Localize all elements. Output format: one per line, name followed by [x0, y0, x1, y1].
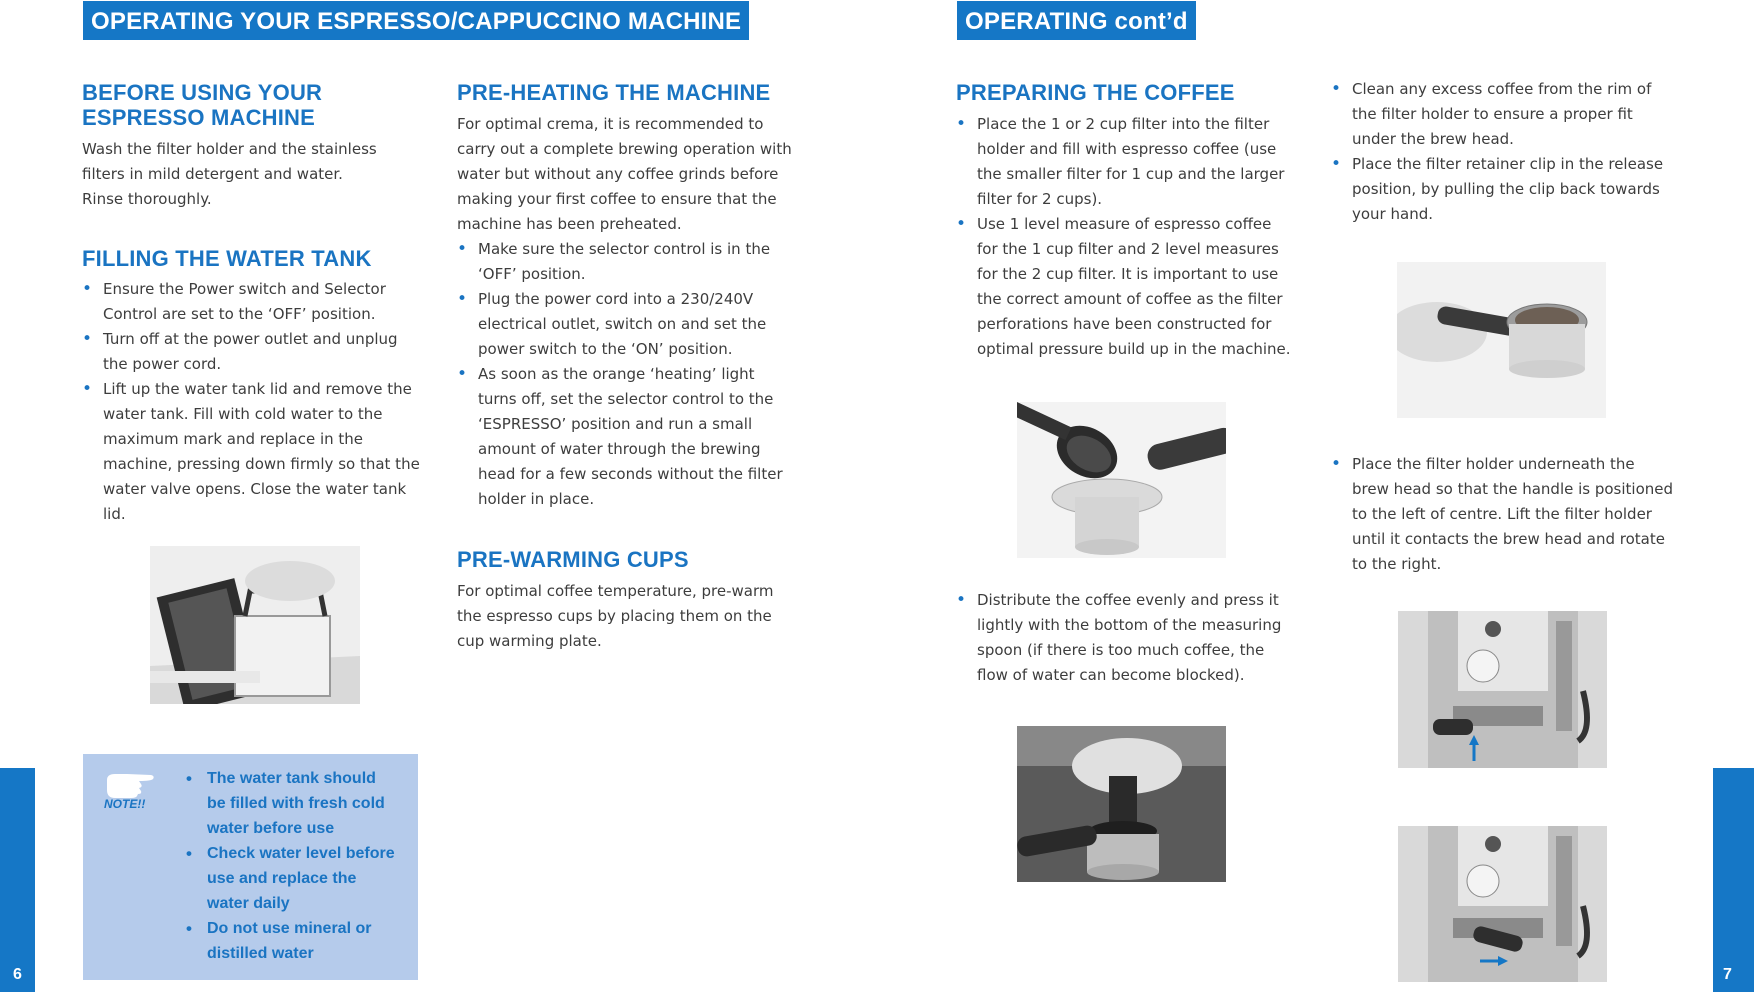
right-col2-top — [1331, 77, 1676, 227]
preparing-bullets — [956, 112, 1296, 362]
list-item: • Use 1 level measure of espresso coffee for the 1 cup filter and 2 level measures for the 2 cup filter. It is important to use the correct amount of coffee as the filter perforations have been constructed for optimal pressure build up in the machine. — [956, 212, 1296, 362]
list-item: • As soon as the orange ‘heating’ light turns off, set the selector control to the ‘ESPRESSO’ position and run a small amount of water through the brewing head for a few seconds without the filter holder in place. — [457, 362, 797, 512]
machine-lift-photo — [1398, 611, 1607, 768]
preheating-body: For optimal crema, it is recommended to carry out a complete brewing operation with water but without any coffee grinds before making your first coffee to ensure that the machine has been preheated. — [457, 115, 792, 233]
list-item: • Place the 1 or 2 cup filter into the filter holder and fill with espresso coffee (use the smaller filter for 1 cup and the larger filter for 2 cups). — [956, 112, 1296, 212]
filling-section — [82, 246, 432, 527]
filling-heading: FILLING THE WATER TANK — [82, 246, 372, 271]
page-number-right: 7 — [1723, 966, 1732, 983]
list-item: • Place the filter holder underneath the brew head so that the handle is positioned to the left of centre. Lift the filter holder until it contacts the brew head and rotate to the right. — [1331, 452, 1676, 577]
list-item: • Do not use mineral or distilled water — [186, 916, 411, 966]
right-col2-mid — [1331, 452, 1676, 577]
note-bullets — [186, 766, 411, 966]
filling-bullets — [82, 277, 432, 527]
before-using-body: Wash the filter holder and the stainless filters in mild detergent and water. Rinse thoroughly. — [82, 140, 377, 208]
machine-rotate-photo — [1398, 826, 1607, 982]
page-number-left: 6 — [13, 966, 22, 983]
prewarming-heading: PRE-WARMING CUPS — [457, 547, 689, 572]
pointing-hand-icon — [103, 770, 163, 800]
note-label: NOTE!! — [104, 797, 146, 811]
list-item: • Check water level before use and replace the water daily — [186, 841, 411, 916]
preheating-bullets — [457, 237, 797, 512]
list-item: • Turn off at the power outlet and unplug the power cord. — [82, 327, 432, 377]
prewarming-section — [457, 547, 797, 654]
list-item: • Ensure the Power switch and Selector Control are set to the ‘OFF’ position. — [82, 277, 432, 327]
before-using-heading: BEFORE USING YOUR ESPRESSO MACHINE — [82, 80, 323, 130]
right-col2-top-bullets — [1331, 77, 1676, 227]
list-item: • Plug the power cord into a 230/240V electrical outlet, switch on and set the power switch to the ‘ON’ position. — [457, 287, 797, 362]
scoop-coffee-photo — [1017, 402, 1226, 558]
page-tab-left — [0, 768, 35, 992]
preparing-section — [956, 80, 1296, 362]
note-box — [83, 754, 418, 980]
right-col2-mid-bullets — [1331, 452, 1676, 577]
distribute-bullets — [956, 588, 1296, 688]
list-item: • Clean any excess coffee from the rim of the filter holder to ensure a proper fit under the brew head. — [1331, 77, 1676, 152]
list-item: • Lift up the water tank lid and remove the water tank. Fill with cold water to the maximum mark and replace in the machine, pressing down firmly so that the water valve opens. Close the water tank lid. — [82, 377, 432, 527]
list-item: • Place the filter retainer clip in the release position, by pulling the clip back towards your hand. — [1331, 152, 1676, 227]
list-item: • Make sure the selector control is in the ‘OFF’ position. — [457, 237, 797, 287]
right-page-banner: OPERATING cont’d — [957, 1, 1196, 40]
list-item: • Distribute the coffee evenly and press it lightly with the bottom of the measuring spoon (if there is too much coffee, the flow of water can become blocked). — [956, 588, 1296, 688]
water-tank-photo — [150, 546, 360, 704]
before-using-section — [82, 80, 422, 212]
filter-holder-photo — [1397, 262, 1606, 418]
tamping-photo — [1017, 726, 1226, 882]
preparing-heading: PREPARING THE COFFEE — [956, 80, 1235, 105]
distribute-section — [956, 588, 1296, 688]
prewarming-body: For optimal coffee temperature, pre-warm the espresso cups by placing them on the cup warming plate. — [457, 582, 774, 650]
page-tab-right — [1713, 768, 1754, 992]
left-page-banner: OPERATING YOUR ESPRESSO/CAPPUCCINO MACHINE — [83, 1, 749, 40]
preheating-heading: PRE-HEATING THE MACHINE — [457, 80, 771, 105]
list-item: • The water tank should be filled with fresh cold water before use — [186, 766, 411, 841]
preheating-section — [457, 80, 797, 512]
